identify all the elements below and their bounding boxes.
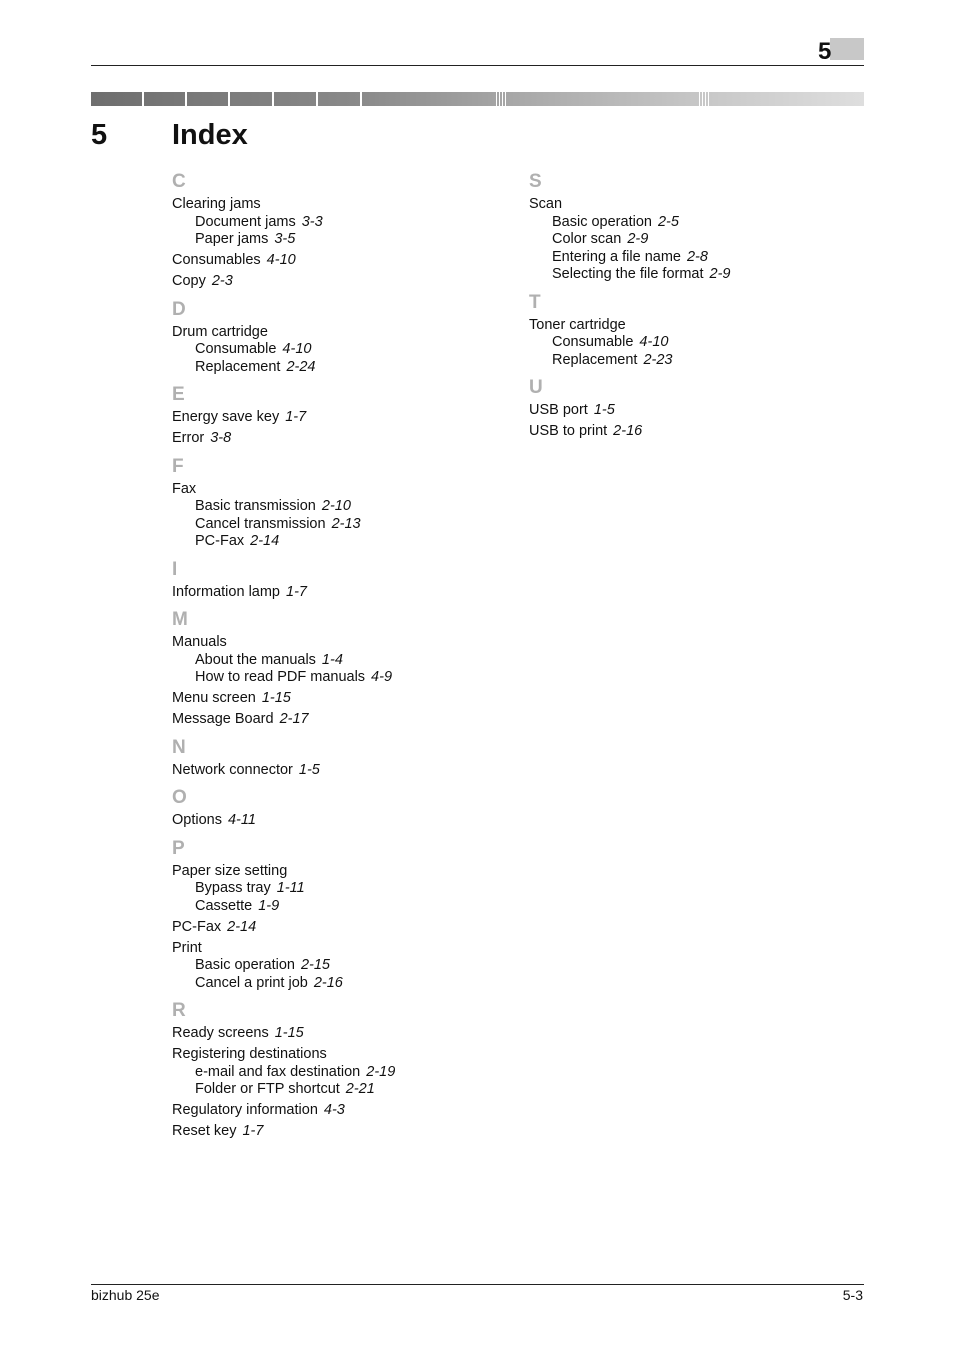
index-column-left bbox=[172, 170, 395, 1141]
index-term: Energy save key bbox=[172, 409, 280, 425]
page-reference-link[interactable]: 1-11 bbox=[276, 880, 305, 896]
page-reference-link[interactable]: 2-15 bbox=[300, 957, 330, 973]
index-subentry bbox=[529, 231, 731, 249]
page-reference-link[interactable]: 2-19 bbox=[366, 1063, 396, 1080]
index-term: Information lamp bbox=[172, 583, 280, 600]
index-subterm: Replacement bbox=[195, 358, 281, 375]
page-reference-link[interactable]: 2-8 bbox=[686, 248, 708, 265]
index-letter: E bbox=[172, 384, 185, 405]
index-subentry bbox=[529, 352, 731, 370]
index-group bbox=[172, 736, 395, 780]
index-term: Ready screens bbox=[172, 1025, 269, 1041]
chapter-number: 5 bbox=[818, 38, 832, 65]
page-reference-link[interactable]: 4-9 bbox=[371, 669, 393, 685]
page-reference-link[interactable]: 4-10 bbox=[639, 334, 669, 350]
index-entry bbox=[172, 812, 395, 830]
page-reference-link[interactable]: 1-5 bbox=[593, 402, 615, 418]
page-reference-link[interactable]: 2-3 bbox=[211, 273, 233, 289]
index-term: USB to print bbox=[529, 423, 608, 439]
index-entry bbox=[172, 273, 395, 291]
index-group bbox=[172, 786, 395, 830]
header-rule bbox=[91, 65, 864, 66]
index-term: Network connector bbox=[172, 761, 293, 778]
index-term: Consumables bbox=[172, 252, 261, 268]
index-subterm: Basic operation bbox=[195, 957, 295, 973]
index-letter: F bbox=[172, 455, 184, 477]
index-subterm: Paper jams bbox=[195, 231, 269, 247]
index-subentry bbox=[172, 1064, 395, 1082]
index-group bbox=[172, 999, 395, 1141]
index-subterm: Cancel transmission bbox=[195, 515, 326, 532]
index-entry bbox=[172, 324, 395, 342]
index-subterm: Basic transmission bbox=[195, 498, 316, 514]
index-subterm: Bypass tray bbox=[195, 880, 271, 896]
index-column-right bbox=[529, 170, 731, 441]
index-subterm: About the manuals bbox=[195, 651, 316, 668]
index-entry bbox=[172, 252, 395, 270]
page-reference-link[interactable]: 1-15 bbox=[274, 1025, 304, 1041]
index-group bbox=[529, 376, 731, 441]
index-subentry bbox=[172, 669, 395, 687]
page-reference-link[interactable]: 2-24 bbox=[286, 358, 316, 375]
index-subentry bbox=[529, 249, 731, 267]
index-letter: M bbox=[172, 609, 188, 630]
index-term: Paper size setting bbox=[172, 862, 288, 879]
index-letter: P bbox=[172, 837, 185, 859]
index-entry bbox=[172, 196, 395, 214]
page-reference-link[interactable]: 1-4 bbox=[321, 651, 343, 668]
index-subentry bbox=[172, 975, 395, 993]
index-entry bbox=[529, 402, 731, 420]
index-entry bbox=[172, 940, 395, 958]
index-term: Error bbox=[172, 430, 205, 446]
index-term: Drum cartridge bbox=[172, 323, 268, 340]
index-entry bbox=[172, 634, 395, 652]
index-group bbox=[529, 170, 731, 284]
index-term: Reset key bbox=[172, 1123, 237, 1139]
page-reference-link[interactable]: 2-10 bbox=[321, 498, 351, 514]
index-group bbox=[172, 170, 395, 291]
index-group bbox=[172, 837, 395, 993]
footer-page-number: 5-3 bbox=[842, 1287, 863, 1303]
index-entry bbox=[172, 430, 395, 448]
index-entry bbox=[529, 423, 731, 441]
index-subentry bbox=[172, 341, 395, 359]
index-subterm: Replacement bbox=[552, 351, 638, 368]
index-subterm: Cassette bbox=[195, 897, 253, 914]
chapter-tab bbox=[818, 38, 864, 64]
index-subentry bbox=[172, 898, 395, 916]
page-reference-link[interactable]: 2-16 bbox=[613, 423, 643, 439]
index-letter: D bbox=[172, 298, 186, 320]
index-entry bbox=[172, 762, 395, 780]
index-term: Registering destinations bbox=[172, 1046, 327, 1062]
index-entry bbox=[529, 196, 731, 214]
index-term: USB port bbox=[529, 402, 588, 418]
index-term: Menu screen bbox=[172, 690, 256, 706]
index-term: Scan bbox=[529, 196, 563, 212]
page-reference-link[interactable]: 2-9 bbox=[709, 266, 731, 282]
index-term: Copy bbox=[172, 273, 206, 289]
index-entry bbox=[529, 317, 731, 335]
page-reference-link[interactable]: 3-8 bbox=[210, 430, 232, 446]
index-subentry bbox=[172, 880, 395, 898]
page-reference-link[interactable]: 1-15 bbox=[261, 690, 291, 706]
chapter-title: Index bbox=[172, 119, 248, 151]
index-term: Regulatory information bbox=[172, 1102, 318, 1118]
page-reference-link[interactable]: 2-23 bbox=[643, 351, 673, 368]
index-group bbox=[172, 455, 395, 551]
index-subentry bbox=[529, 266, 731, 284]
page-reference-link[interactable]: 2-14 bbox=[250, 533, 280, 549]
index-subentry bbox=[529, 214, 731, 232]
index-subterm: Color scan bbox=[552, 231, 622, 247]
index-entry bbox=[172, 409, 395, 427]
index-entry bbox=[172, 584, 395, 602]
index-letter: O bbox=[172, 787, 187, 808]
index-letter: T bbox=[529, 291, 541, 313]
index-subterm: Basic operation bbox=[552, 213, 652, 230]
index-subterm: Document jams bbox=[195, 213, 296, 230]
index-subentry bbox=[172, 359, 395, 377]
index-entry bbox=[172, 711, 395, 729]
index-subterm: Consumable bbox=[552, 334, 634, 350]
index-group bbox=[172, 298, 395, 377]
page-reference-link[interactable]: 1-5 bbox=[298, 761, 320, 778]
index-term: Fax bbox=[172, 480, 197, 497]
page-reference-link[interactable]: 1-9 bbox=[258, 897, 280, 914]
footer-product-name: bizhub 25e bbox=[91, 1287, 160, 1303]
index-entry bbox=[172, 481, 395, 499]
index-term: Print bbox=[172, 939, 202, 956]
index-letter: N bbox=[172, 736, 186, 758]
page-reference-link[interactable]: 1-7 bbox=[286, 583, 307, 600]
index-group bbox=[172, 608, 395, 729]
chapter-tab-background bbox=[830, 38, 864, 60]
index-subentry bbox=[172, 1081, 395, 1099]
page-reference-link[interactable]: 3-5 bbox=[274, 231, 296, 247]
index-term: Options bbox=[172, 812, 222, 828]
page-reference-link[interactable]: 1-7 bbox=[285, 409, 307, 425]
index-letter: U bbox=[529, 377, 543, 398]
page-reference-link[interactable]: 2-16 bbox=[313, 974, 343, 991]
page-reference-link[interactable]: 3-3 bbox=[301, 213, 323, 230]
page-reference-link[interactable]: 2-5 bbox=[657, 213, 679, 230]
index-term: Message Board bbox=[172, 711, 274, 727]
footer-rule bbox=[91, 1284, 864, 1285]
index-subentry bbox=[172, 652, 395, 670]
index-subentry bbox=[172, 516, 395, 534]
index-term: Toner cartridge bbox=[529, 316, 626, 333]
index-group bbox=[172, 383, 395, 448]
index-term: PC-Fax bbox=[172, 918, 222, 935]
page-reference-link[interactable]: 4-10 bbox=[282, 341, 312, 357]
index-subterm: Cancel a print job bbox=[195, 974, 308, 991]
index-group bbox=[529, 291, 731, 370]
index-entry bbox=[172, 919, 395, 937]
index-term: Manuals bbox=[172, 634, 227, 650]
chapter-title-number: 5 bbox=[91, 119, 108, 151]
page-reference-link[interactable]: 4-11 bbox=[227, 812, 256, 828]
page-reference-link[interactable]: 4-10 bbox=[266, 252, 296, 268]
index-entry bbox=[172, 863, 395, 881]
index-entry bbox=[172, 1025, 395, 1043]
decorative-band bbox=[91, 92, 864, 106]
index-subentry bbox=[529, 334, 731, 352]
index-subentry bbox=[172, 214, 395, 232]
index-subentry bbox=[172, 533, 395, 551]
page-reference-link[interactable]: 2-17 bbox=[279, 711, 309, 727]
index-group bbox=[172, 558, 395, 602]
index-subentry bbox=[172, 957, 395, 975]
index-entry bbox=[172, 1102, 395, 1120]
index-letter: C bbox=[172, 171, 186, 192]
index-subterm: PC-Fax bbox=[195, 533, 245, 549]
index-subentry bbox=[172, 498, 395, 516]
index-subterm: Consumable bbox=[195, 341, 277, 357]
page-reference-link[interactable]: 4-3 bbox=[323, 1102, 345, 1118]
index-subterm: Selecting the file format bbox=[552, 266, 704, 282]
index-letter: S bbox=[529, 171, 542, 192]
page-reference-link[interactable]: 1-7 bbox=[242, 1123, 264, 1139]
index-subterm: Folder or FTP shortcut bbox=[195, 1081, 340, 1097]
page-reference-link[interactable]: 2-9 bbox=[627, 231, 649, 247]
index-entry bbox=[172, 1123, 395, 1141]
index-subterm: e-mail and fax destination bbox=[195, 1063, 361, 1080]
index-letter: R bbox=[172, 1000, 186, 1021]
index-entry bbox=[172, 690, 395, 708]
index-term: Clearing jams bbox=[172, 196, 261, 212]
index-subentry bbox=[172, 231, 395, 249]
page-reference-link[interactable]: 2-13 bbox=[331, 515, 361, 532]
index-entry bbox=[172, 1046, 395, 1064]
index-letter: I bbox=[172, 558, 178, 580]
page-reference-link[interactable]: 2-14 bbox=[227, 918, 257, 935]
index-subterm: Entering a file name bbox=[552, 248, 681, 265]
index-subterm: How to read PDF manuals bbox=[195, 669, 366, 685]
page-reference-link[interactable]: 2-21 bbox=[345, 1081, 375, 1097]
